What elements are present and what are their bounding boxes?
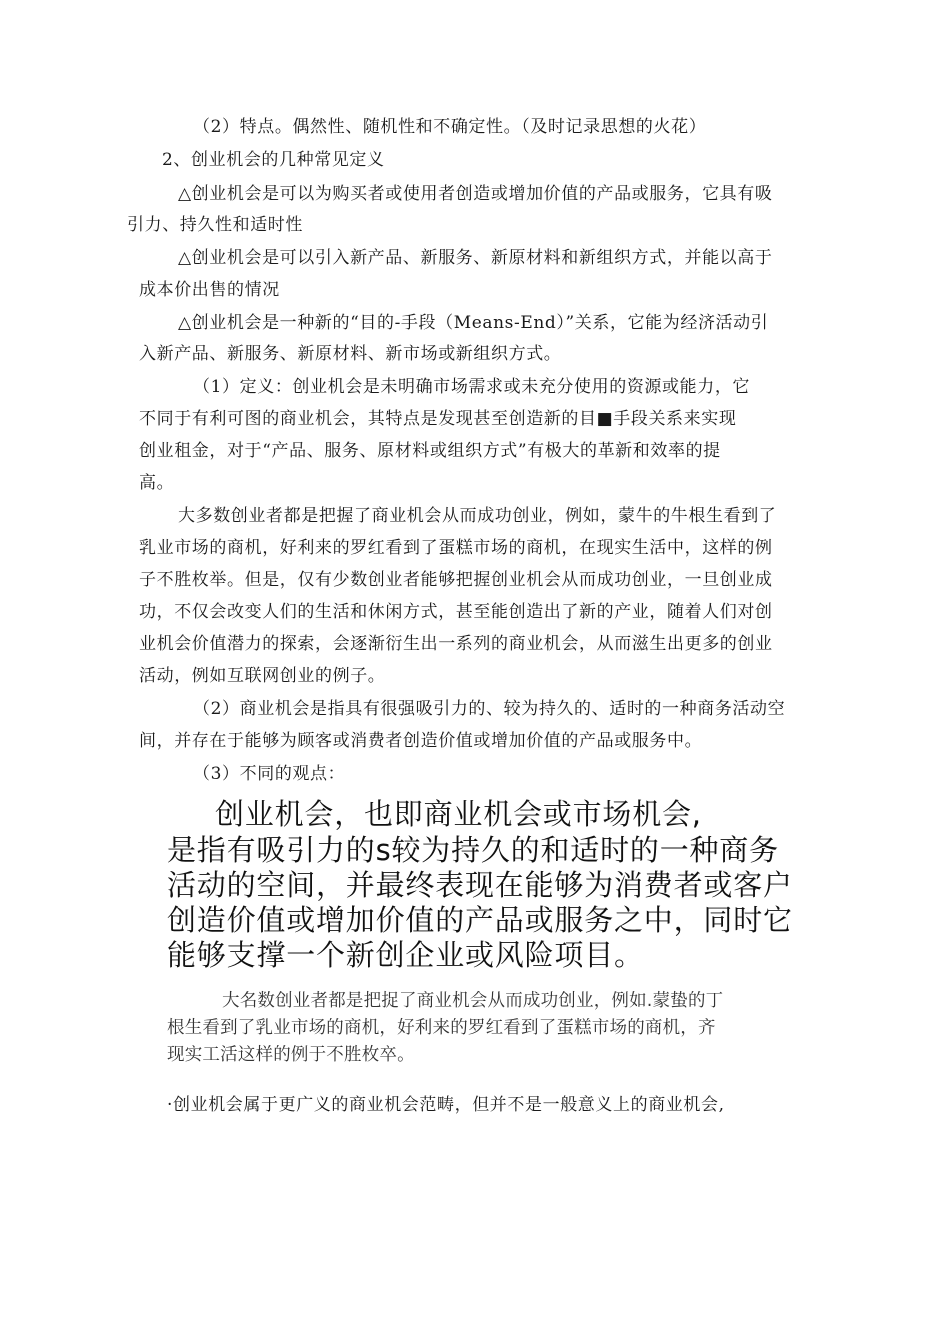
- quote-line: 创造价值或增加价值的产品或服务之中，同时它: [167, 903, 793, 937]
- text-line: 大多数创业者都是把握了商业机会从而成功创业，例如，蒙牛的牛根生看到了: [178, 506, 777, 526]
- text-line: 引力、持久性和适时性: [127, 215, 303, 235]
- text-line: （1）定义：创业机会是未明确市场需求或未充分使用的资源或能力，它: [193, 377, 751, 397]
- section-heading: 2、创业机会的几种常见定义: [162, 150, 385, 170]
- text-line: 成本价出售的情况: [139, 280, 280, 300]
- text-line: （2）特点。偶然性、随机性和不确定性。（及时记录思想的火花）: [193, 117, 707, 137]
- scanned-text-line: 根生看到了乳业市场的商机，好利来的罗红看到了蛋糕市场的商机，齐: [167, 1018, 716, 1038]
- text-line: （3）不同的观点：: [193, 764, 346, 784]
- text-line: △创业机会是一种新的“目的-手段（Means-End）”关系，它能为经济活动引: [178, 313, 769, 333]
- quote-line: 活动的空间，并最终表现在能够为消费者或客户: [167, 868, 793, 902]
- text-line: 子不胜枚举。但是，仅有少数创业者能够把握创业机会从而成功创业，一旦创业成: [139, 570, 773, 590]
- text-line: 不同于有利可图的商业机会，其特点是发现甚至创造新的目■手段关系来实现: [139, 409, 737, 429]
- text-line: 入新产品、新服务、新原材料、新市场或新组织方式。: [139, 344, 562, 364]
- text-line: 业机会价值潜力的探索，会逐渐衍生出一系列的商业机会，从而滋生出更多的创业: [139, 634, 773, 654]
- quote-line: 是指有吸引力的s较为持久的和适时的一种商务: [167, 833, 779, 867]
- text-line: 创业租金，对于“产品、服务、原材料或组织方式”有极大的革新和效率的提: [139, 441, 721, 461]
- text-line: （2）商业机会是指具有很强吸引力的、较为持久的、适时的一种商务活动空: [193, 699, 786, 719]
- scanned-text-line: 现实工活这样的例于不胜枚卒。: [167, 1045, 415, 1065]
- text-line: △创业机会是可以为购买者或使用者创造或增加价值的产品或服务，它具有吸: [178, 184, 773, 204]
- text-line: 功，不仅会改变人们的生活和休闲方式，甚至能创造出了新的产业，随着人们对创: [139, 602, 773, 622]
- text-line: 活动，例如互联网创业的例子。: [139, 666, 386, 686]
- text-line: ·创业机会属于更广义的商业机会范畴，但并不是一般意义上的商业机会,: [167, 1095, 725, 1115]
- text-line: △创业机会是可以引入新产品、新服务、新原材料和新组织方式，并能以高于: [178, 248, 773, 268]
- quote-line: 能够支撑一个新创企业或风险项目。: [167, 938, 644, 972]
- text-line: 间，并存在于能够为顾客或消费者创造价值或增加价值的产品或服务中。: [139, 731, 703, 751]
- scanned-text-line: 大名数创业者都是把捉了商业机会从而成功创业，例如.蒙蛰的丁: [222, 991, 724, 1011]
- text-line: 乳业市场的商机，好利来的罗红看到了蛋糕市场的商机，在现实生活中，这样的例: [139, 538, 773, 558]
- quote-line: 创业机会，也即商业机会或市场机会,: [215, 797, 702, 831]
- text-line: 高。: [139, 473, 175, 493]
